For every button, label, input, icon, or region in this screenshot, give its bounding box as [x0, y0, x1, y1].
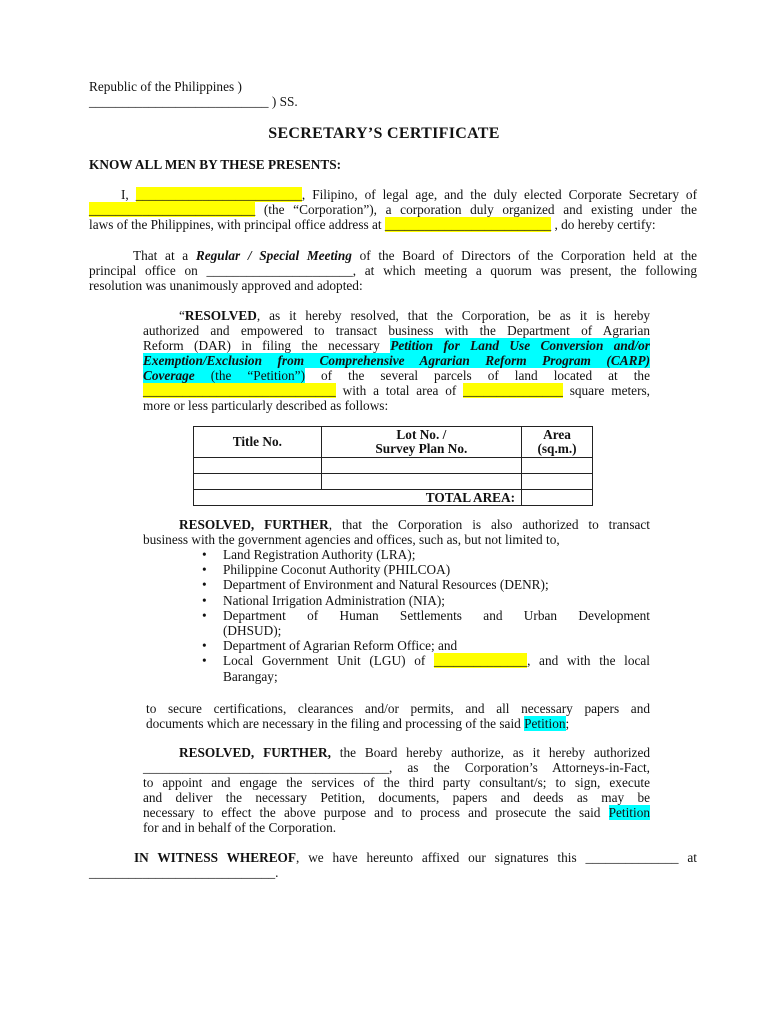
- p6-l5a: necessary to effect the above purpose and to process and prosecute the said: [143, 805, 609, 820]
- page-title: SECRETARY’S CERTIFICATE: [268, 125, 500, 142]
- p3-l1: , as it hereby resolved, that the Corporation, be as it is hereby: [256, 308, 650, 323]
- list-item: • Department of Agrarian Reform Office; and: [202, 638, 650, 653]
- corp-blank: _________________________: [89, 202, 256, 217]
- table-header-row: [194, 427, 593, 458]
- venue-line: [89, 79, 242, 94]
- p6-line2: _____________________________________, as the Corporation’s Attorneys-in-Fact,: [143, 760, 650, 775]
- ss-text: ) SS.: [268, 94, 298, 109]
- p3-line4: [143, 353, 650, 368]
- p5-line1: to secure certifications, clearances and/or permits, and all necessary papers and: [146, 701, 650, 716]
- p2-line2: principal office on ______________________, at which meeting a quorum was present, the following: [89, 263, 697, 278]
- name-blank: _________________________: [135, 187, 302, 202]
- p3-quote: “: [179, 308, 185, 323]
- p3-line1: [143, 308, 650, 323]
- p2-line3: resolution was unanimously approved and adopted:: [89, 278, 363, 293]
- table-cell: [321, 474, 521, 490]
- p3-line2: authorized and empowered to transact business with the Department of Agrarian: [143, 323, 650, 338]
- p3-l6b: with a total area of: [335, 383, 464, 398]
- p3-line7: more or less particularly described as follows:: [143, 398, 389, 413]
- col-area: [522, 427, 593, 458]
- p3-line5: [143, 368, 650, 383]
- witness-label: IN WITNESS WHEREOF: [134, 850, 297, 865]
- republic-text: Republic of the Philippines ): [89, 79, 242, 94]
- know-all-heading: KNOW ALL MEN BY THESE PRESENTS:: [89, 157, 342, 172]
- address-blank: _________________________: [384, 217, 552, 232]
- p1-line1: [89, 187, 697, 202]
- area-blank: _______________: [463, 383, 563, 398]
- table-row: [194, 474, 593, 490]
- p7-l1: , we have hereunto affixed our signatures this ______________ at: [296, 850, 697, 865]
- col-title-no: Title No.: [194, 427, 322, 458]
- p1-after-name: , Filipino, of legal age, and the duly elected Corporate Secretary of: [301, 187, 697, 202]
- p6-line5: [143, 805, 650, 820]
- p4-l1: , that the Corporation is also authorized to transact: [328, 517, 651, 532]
- total-area-label: TOTAL AREA:: [194, 490, 522, 506]
- p6-line4: and deliver the necessary Petition, documents, papers and deeds as may be: [143, 790, 650, 805]
- col-area-line2: (sq.m.): [537, 441, 577, 456]
- p5-l2a: documents which are necessary in the filing and processing of the said: [146, 716, 525, 731]
- p6-line6: for and in behalf of the Corporation.: [143, 820, 337, 835]
- p2-b: of the Board of Directors of the Corporation held at the: [351, 248, 697, 263]
- p1-line3: [89, 217, 697, 232]
- p4-line2: business with the government agencies and offices, such as, but not limited to,: [143, 532, 560, 547]
- col-lot-no: [321, 427, 521, 458]
- lots-table: [193, 426, 593, 506]
- petition-title-3: Coverage: [143, 368, 195, 383]
- total-area-value: [522, 490, 593, 506]
- p1-line3-a: laws of the Philippines, with principal office address at: [89, 217, 385, 232]
- dhsud-line2: (DHSUD);: [223, 623, 282, 639]
- location-blank: _____________________________: [143, 383, 336, 398]
- p2-a: That at a: [133, 248, 196, 263]
- p7-line1: [89, 850, 697, 865]
- resolved-label: RESOLVED: [184, 308, 257, 323]
- petition-word-2: Petition: [608, 805, 650, 820]
- lgu-text: Local Government Unit (LGU) of: [223, 653, 434, 669]
- p5-line2: [146, 716, 569, 731]
- p1-line3-b: , do hereby certify:: [551, 217, 656, 232]
- table-cell: [522, 458, 593, 474]
- list-item: • National Irrigation Administration (NIA);: [202, 593, 650, 608]
- p3-l5b: of the several parcels of land located at the: [305, 368, 650, 383]
- col-area-line1: Area: [543, 427, 571, 442]
- table-cell: [194, 458, 322, 474]
- dhsud-line1: • Department of Human Settlements and Urban Development: [223, 607, 650, 623]
- p6-line1: [143, 745, 650, 760]
- ss-blank: ___________________________: [89, 94, 269, 109]
- petition-title-1: Petition for Land Use Conversion and/or: [390, 338, 650, 353]
- list-item: • Department of Environment and Natural Resources (DENR);: [202, 577, 650, 592]
- lgu-after: , and with the local: [527, 653, 650, 669]
- resolved-further-label: RESOLVED, FURTHER: [179, 517, 329, 532]
- p3-line6: [143, 383, 650, 398]
- table-cell: [321, 458, 521, 474]
- list-item: [202, 608, 650, 638]
- petition-title-2: Exemption/Exclusion from Comprehensive Agrarian Reform Program (CARP): [143, 353, 650, 368]
- p3-l3a: Reform (DAR) in filing the necessary: [143, 338, 391, 353]
- resolved-further-2-label: RESOLVED, FURTHER,: [179, 745, 331, 760]
- p1-after-corp: (the “Corporation”), a corporation duly organized and existing under the: [255, 202, 697, 217]
- p6-l1: the Board hereby authorize, as it hereby authorized: [330, 745, 650, 760]
- p6-line3: to appoint and engage the services of the third party consultant/s; to sign, execute: [143, 775, 650, 790]
- lgu-blank: ______________: [433, 653, 528, 669]
- table-cell: [194, 474, 322, 490]
- p7-line2: ____________________________.: [89, 865, 279, 880]
- lgu-line1: [223, 653, 650, 668]
- the-petition: (the “Petition”): [194, 368, 306, 383]
- list-item: [202, 653, 650, 683]
- p3-l6c: square meters,: [562, 383, 650, 398]
- p3-line3: [143, 338, 650, 353]
- p1-line2: [89, 202, 697, 217]
- list-item: • Land Registration Authority (LRA);: [202, 547, 650, 562]
- p5-l2b: ;: [565, 716, 570, 731]
- lgu-line2: Barangay;: [223, 668, 278, 684]
- table-cell: [522, 474, 593, 490]
- col-lot-line2: Survey Plan No.: [375, 441, 468, 456]
- p4-line1: [143, 517, 650, 532]
- table-row: [194, 458, 593, 474]
- list-item: • Philippine Coconut Authority (PHILCOA): [202, 562, 650, 577]
- ss-line: [89, 94, 298, 109]
- agency-list: [202, 547, 650, 684]
- col-lot-line1: Lot No. /: [396, 427, 447, 442]
- meeting-type: Regular / Special Meeting: [195, 248, 352, 263]
- p1-i: I,: [121, 187, 136, 202]
- petition-word-1: Petition: [524, 716, 566, 731]
- total-row: [194, 490, 593, 506]
- p2-line1: [89, 248, 697, 263]
